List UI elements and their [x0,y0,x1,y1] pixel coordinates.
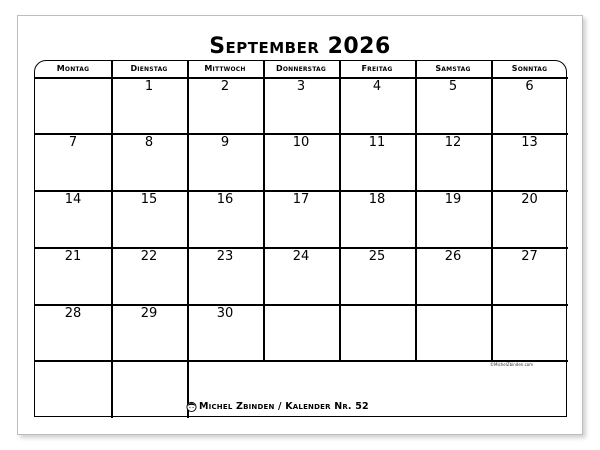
day-number: 6 [525,79,534,94]
day-number: 21 [64,249,82,264]
day-number: 19 [444,192,462,207]
footer [186,401,369,412]
day-number: 2 [220,79,230,94]
day-number: 13 [521,135,538,150]
day-number: 26 [444,249,462,264]
day-number: 10 [292,135,310,150]
row-divider [35,304,568,306]
day-number: 12 [444,135,462,150]
column-divider [187,61,189,418]
weekday-header: Mittwoch [204,64,246,73]
day-number: 18 [368,192,386,207]
weekday-header: Montag [56,64,90,73]
day-number: 3 [296,79,306,94]
row-divider [35,360,568,362]
day-number: 14 [64,192,82,207]
weekday-header: Donnerstag [275,64,327,73]
day-number: 25 [368,249,386,264]
day-number: 29 [140,306,158,321]
day-number: 23 [216,249,234,264]
day-number: 4 [372,79,382,94]
day-number: 5 [448,79,458,94]
day-number: 1 [144,79,154,94]
day-number: 11 [368,135,386,150]
column-divider [111,61,113,418]
column-divider [339,61,341,360]
day-number: 15 [140,192,158,207]
day-number: 24 [292,249,310,264]
calendar-title: September 2026 [209,34,391,59]
calendar-grid [34,60,567,417]
day-number: 22 [140,249,158,264]
face-logo-icon [186,401,197,412]
column-divider [415,61,417,360]
footer-text: Michel Zbinden / Kalender Nr. 52 [199,401,369,412]
day-number: 28 [64,306,82,321]
day-number: 27 [521,249,538,264]
column-divider [491,61,493,360]
weekday-header: Sonntag [511,64,548,73]
weekday-header: Freitag [361,64,393,73]
copyright-credit: ©MichelZbinden.com [490,362,534,367]
weekday-header: Samstag [435,64,471,73]
column-divider [263,61,265,360]
day-number: 9 [220,135,230,150]
weekday-header: Dienstag [130,64,168,73]
day-number: 30 [216,306,234,321]
day-number: 7 [68,135,78,150]
day-number: 20 [521,192,538,207]
day-number: 16 [216,192,234,207]
day-number: 8 [144,135,154,150]
day-number: 17 [292,192,310,207]
